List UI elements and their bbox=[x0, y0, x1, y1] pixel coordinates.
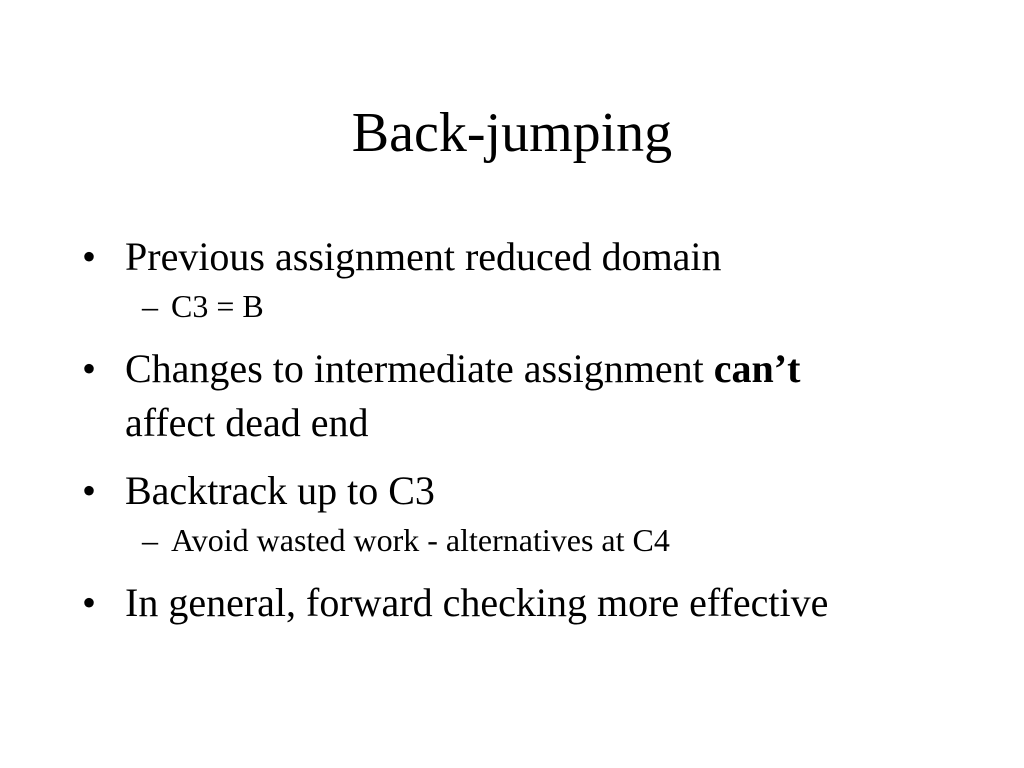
bullet-item bbox=[82, 464, 962, 518]
bullet-item bbox=[82, 342, 962, 450]
bullet-icon: • bbox=[82, 234, 97, 279]
bullet-icon: • bbox=[82, 346, 97, 391]
sub-bullet-text: Avoid wasted work - alternatives at C4 bbox=[171, 522, 670, 558]
bullet-item bbox=[82, 576, 962, 630]
bullet-icon: • bbox=[82, 580, 97, 625]
bullet-item bbox=[82, 230, 962, 284]
bullet-text: Backtrack up to C3 bbox=[125, 468, 435, 513]
sub-bullet-item bbox=[82, 518, 962, 562]
sub-bullet-item bbox=[82, 284, 962, 328]
bullet-text-line2: affect dead end bbox=[125, 400, 369, 445]
bullet-text: In general, forward checking more effective bbox=[125, 580, 829, 625]
bullet-list bbox=[82, 230, 962, 630]
dash-icon: – bbox=[142, 522, 158, 558]
sub-bullet-text: C3 = B bbox=[171, 288, 264, 324]
bullet-icon: • bbox=[82, 468, 97, 513]
bullet-text: Changes to intermediate assignment bbox=[125, 346, 714, 391]
dash-icon: – bbox=[142, 288, 158, 324]
slide-title: Back-jumping bbox=[351, 102, 673, 164]
bullet-text: Previous assignment reduced domain bbox=[125, 234, 722, 279]
bullet-bold-text: can’t bbox=[713, 346, 801, 391]
